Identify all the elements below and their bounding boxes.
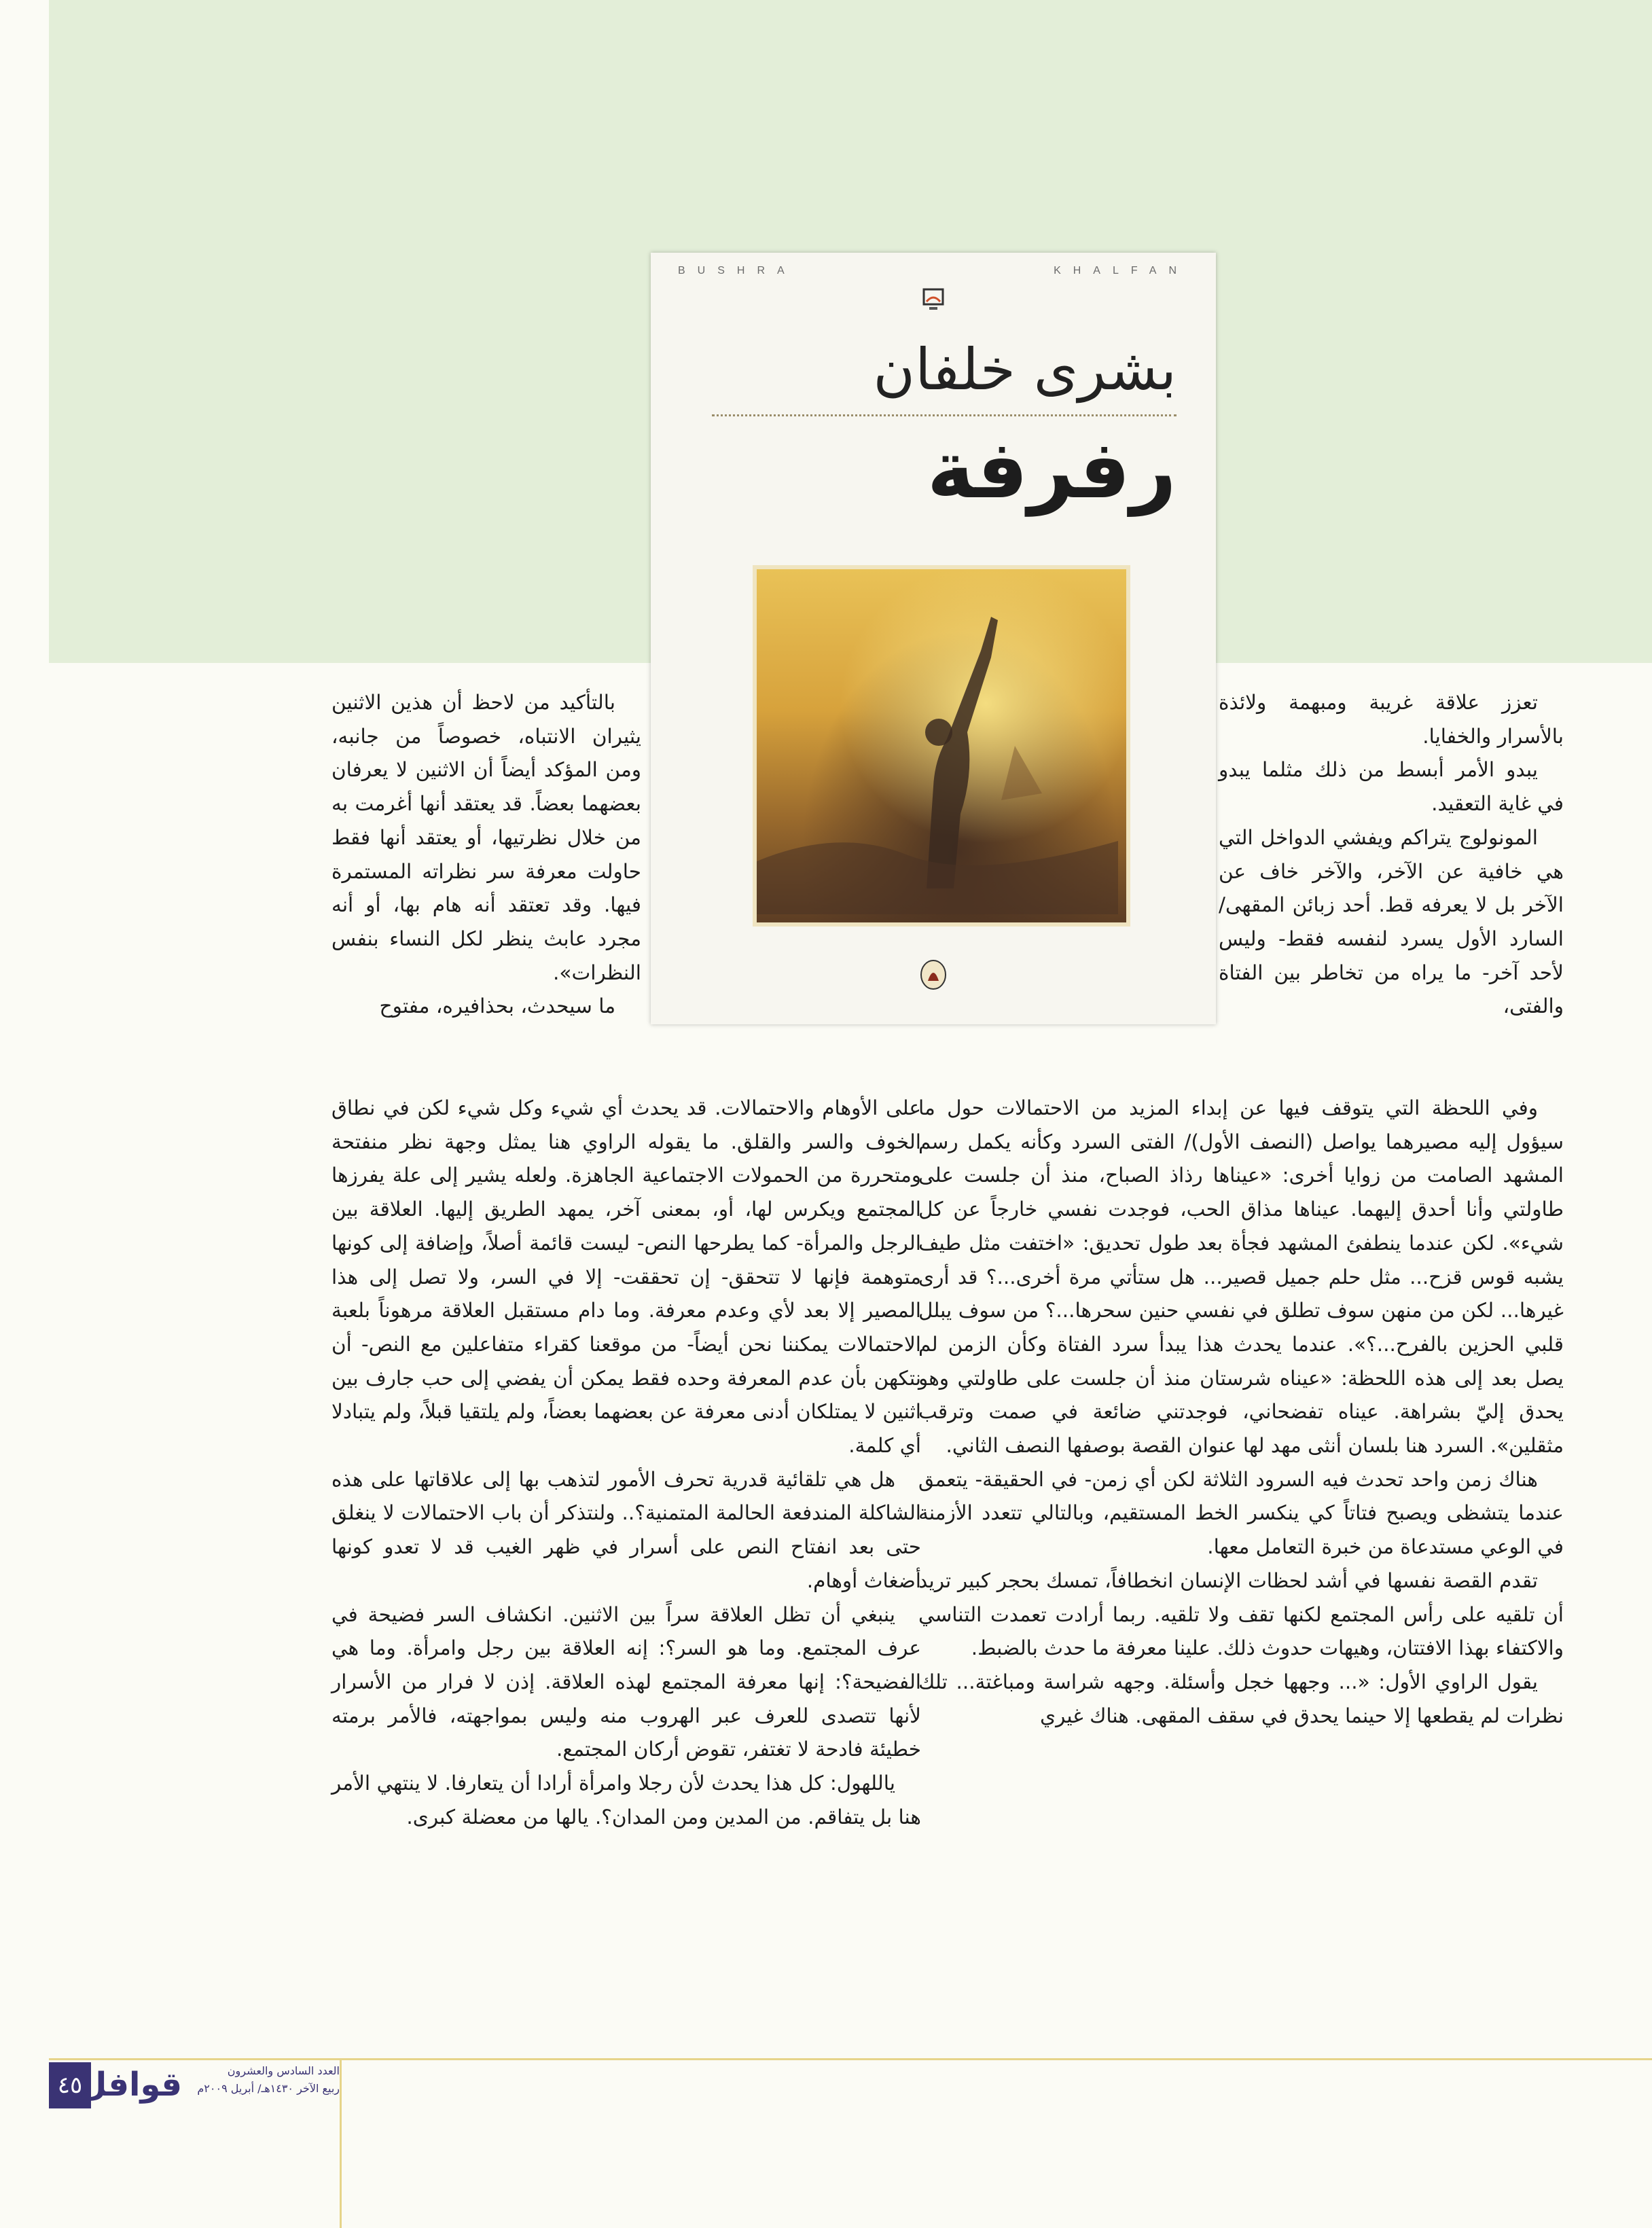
column-right-top	[1219, 686, 1564, 1024]
cover-title-arabic: رفرفة	[927, 423, 1177, 516]
paragraph: يبدو الأمر أبسط من ذلك مثلما يبدو في غاية التعقيد.	[1219, 758, 1564, 816]
paragraph: يقول الراوي الأول: «... وجهها خجل وأسئلة. وجهه شراسة ومباغتة... تلك نظرات لم يقطعها إلا حينما يحدق في سقف المقهى. هناك غيري	[918, 1670, 1564, 1727]
column-right-bottom	[918, 1092, 1564, 1733]
paragraph: تقدم القصة نفسها في أشد لحظات الإنسان انخطافاً، تمسك بحجر كبير تريد أن تلقيه على رأس المجتمع لكنها تقف ولا تلقيه. ربما أرادت تعمدت التناسي والاكتفاء بهذا الافتتان، وهيهات حدوث ذلك. علينا معرفة ما حدث بالضبط.	[918, 1568, 1564, 1660]
paragraph: تعزز علاقة غريبة ومبهمة ولائذة بالأسرار والخفايا.	[1219, 691, 1564, 748]
paragraph: ينبغي أن تظل العلاقة سراً بين الاثنين. انكشاف السر فضيحة في عرف المجتمع. وما هو السر؟: إنه العلاقة بين رجل وامرأة. وما هي الفضيحة؟: إنها معرفة المجتمع لهذه العلاقة. إذن لا فرار من الأسرار لأنها تتصدى للعرف عبر الهروب منه وليس بمواجهته، فالأمر برمته خطيئة فادحة لا تغتفر، تقوض أركان المجتمع.	[331, 1602, 921, 1761]
page-number: ٤٥	[49, 2062, 91, 2108]
paragraph: هناك زمن واحد تحدث فيه السرود الثلاثة لكن أي زمن- في الحقيقة- يتعمق عندما يتشظى ويصبح فتاتاً كي ينكسر الخط المستقيم، وبالتالي تتعدد الأزمنة في الوعي مستدعاة من خبرة التعامل معها.	[918, 1467, 1564, 1559]
paragraph: وفي اللحظة التي يتوقف فيها عن إبداء المزيد من الاحتمالات حول ما سيؤول إليه مصيرهما يواصل (النصف الأول)/ الفتى السرد وكأنه يكمل رسم المشهد الصامت من زوايا أخرى: «عيناها رذاذ الصباح، منذ أن جلست على طاولتي وأنا أحدق إليهما. عيناها مذاق الحب، فوجدت نفسي خارجاً عن كل شيء». لكن عندما ينطفئ المشهد فجأة بعد طول تحديق: «اختفت مثل طيف يشبه قوس قزح... مثل حلم جميل قصير... هل ستأتي مرة أخرى...؟ قد أرى غيرها... لكن من منهن سوف تطلق في نفسي حنين سحرها...؟ من سوف يبلل قلبي الحزين بالفرح...؟». عندما يحدث هذا يبدأ سرد الفتاة وكأن الزمن لم يصل بعد إلى هذه اللحظة: «عيناه شرستان منذ أن جلست على طاولتي وهو يحدق إليّ بشراهة. عيناه تفضحاني، فوجدتني ضائعة في صمت وترقب مثقلين». السرد هنا بلسان أنثى مهد لها عنوان القصة بوصفها النصف الثاني.	[918, 1096, 1564, 1458]
magazine-logo: قوافل	[78, 2066, 182, 2104]
cover-artwork	[753, 565, 1130, 927]
paragraph: على الأوهام والاحتمالات. قد يحدث أي شيء وكل شيء لكن في نطاق الخوف والسر والقلق. ما يقوله الراوي هنا يمثل وجهة نظر منفتحة ومتحررة من الحمولات الاجتماعية الجاهزة. ولعله يشير إلى علة يفرزها المجتمع ويكرس لها، أو، بمعنى آخر، يمهد الطريق إليها. العلاقة بين الرجل والمرأة- كما يطرحها النص- ليست قائمة أصلاً، وإضافة إلى كونها متوهمة فإنها لا تتحقق- إن تحققت- إلا في السر، ولا تصل إلى هذا المصير إلا بعد لأي وعدم معرفة. وما دام مستقبل العلاقة مرهوناً بلعبة الاحتمالات يمكننا نحن أيضاً- من موقعنا كقراء متفاعلين مع النص- أن نتكهن بأن عدم المعرفة وحده فقط يمكن أن يفضي إلى حب جارف بين اثنين لا يمتلكان أدنى معرفة عن بعضهما بعضاً، ولم يلتقيا قبلاً، ولم يتبادلا أي كلمة.	[331, 1096, 921, 1458]
paragraph: هل هي تلقائية قدرية تحرف الأمور لتذهب بها إلى علاقاتها على هذه الشاكلة المندفعة الحالمة المتمنية؟.. ولنتذكر أن باب الاحتمالات لا ينغلق حتى بعد انفتاح النص على أسرار في ظهر الغيب قد لا تعدو كونها أضغاث أوهام.	[331, 1467, 921, 1592]
publisher-emblem-icon	[920, 959, 947, 990]
cover-latin-first: BUSHRA	[678, 265, 797, 276]
paragraph: ما سيحدث، بحذافيره، مفتوح	[379, 994, 615, 1018]
footer-rule	[49, 2058, 1652, 2060]
footer-vertical-rule	[340, 2058, 342, 2228]
painted-figure-icon	[757, 569, 1118, 914]
issue-date: ربيع الآخر ١٤٣٠هـ/ أبريل ٢٠٠٩م	[197, 2082, 340, 2095]
cover-latin-author	[651, 265, 1216, 277]
book-cover	[651, 253, 1216, 1024]
issue-number: العدد السادس والعشرون	[227, 2064, 340, 2077]
paragraph: المونولوج يتراكم ويفشي الدواخل التي هي خافية عن الآخر، والآخر خاف عن الآخر بل لا يعرفه قط. أحد زبائن المقهى/ السارد الأول يسرد لنفسه فقط- وليس لأحد آخر- ما يراه من تخاطر بين الفتاة والفتى،	[1219, 825, 1564, 1018]
cover-latin-last: KHALFAN	[1054, 265, 1189, 276]
publisher-logo-icon	[912, 285, 955, 317]
cover-author-arabic: بشرى خلفان	[873, 336, 1177, 403]
column-left-top	[331, 686, 641, 1024]
paragraph: بالتأكيد من لاحظ أن هذين الاثنين يثيران الانتباه، خصوصاً من جانبه، ومن المؤكد أيضاً أن الاثنين لا يعرفان بعضهما بعضاً. قد يعتقد أنها أغرمت به من خلال نظرتيها، أو يعتقد أنها فقط حاولت معرفة سر نظراته المستمرة فيها. وقد تعتقد أنه هام بها، أو أنه مجرد عابث ينظر لكل النساء بنفس النظرات».	[331, 691, 641, 984]
cover-divider	[712, 414, 1177, 416]
column-left-bottom	[331, 1092, 921, 1834]
issue-info	[189, 2062, 340, 2098]
paragraph: ياللهول: كل هذا يحدث لأن رجلا وامرأة أرادا أن يتعارفا. لا ينتهي الأمر هنا بل يتفاقم. من المدين ومن المدان؟. يالها من معضلة كبرى.	[331, 1772, 921, 1829]
